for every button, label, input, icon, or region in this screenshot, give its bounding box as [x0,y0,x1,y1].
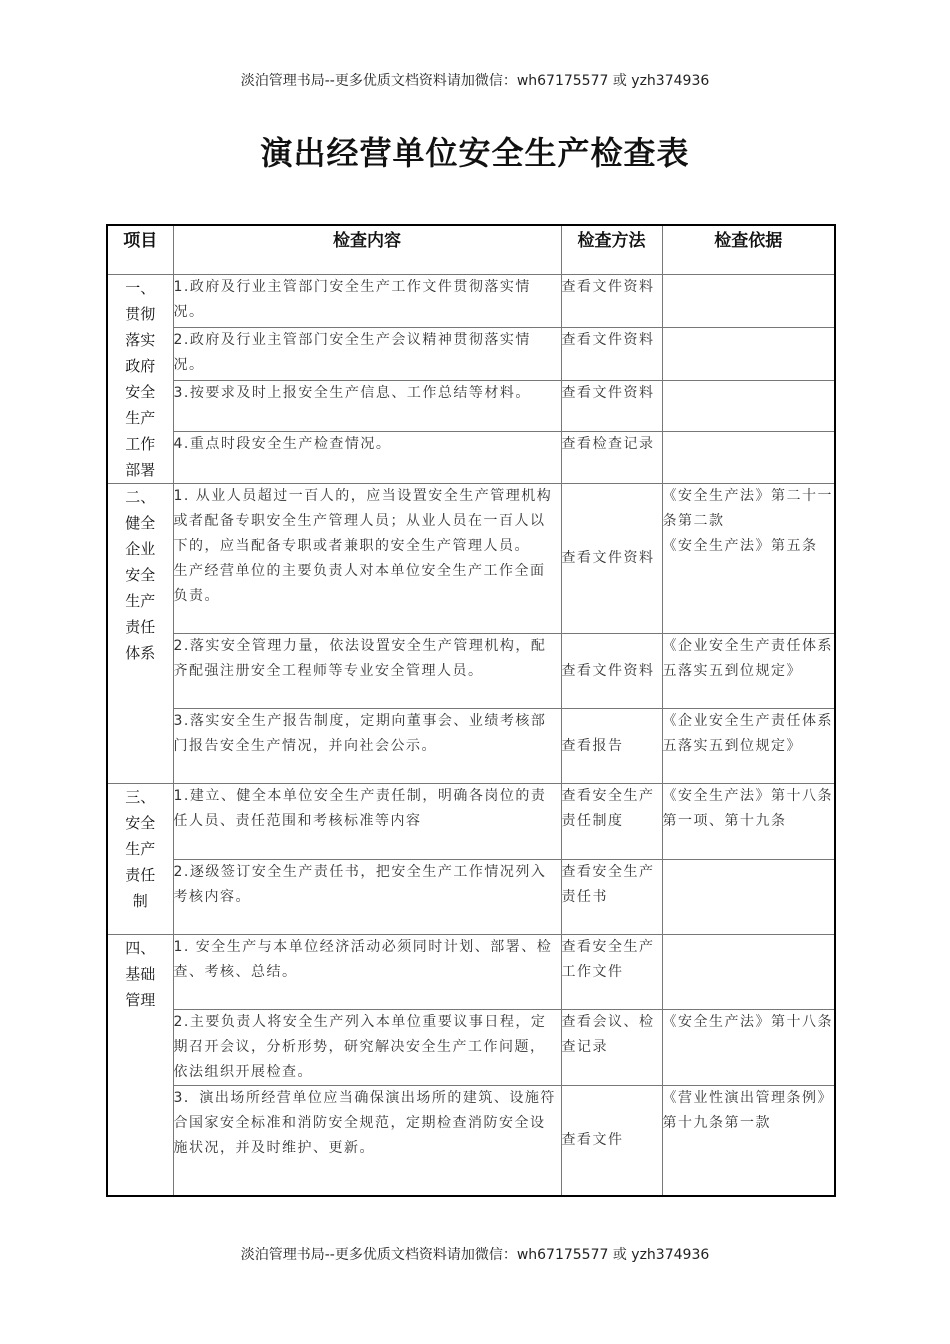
header-method: 检查方法 [561,225,662,275]
table-row [107,634,835,709]
row-method: 查看检查记录 [561,432,662,484]
row-basis: 《安全生产法》第十八条 [662,1010,835,1086]
row-basis [662,275,835,328]
row-content: 4.重点时段安全生产检查情况。 [173,432,561,484]
table-row [107,484,835,634]
row-content: 2.政府及行业主管部门安全生产会议精神贯彻落实情况。 [173,327,561,380]
table-row [107,784,835,860]
section-2-label: 二、 健全 企业 安全 生产 责任 体系 [107,484,173,784]
row-method: 查看报告 [561,709,662,784]
row-method: 查看文件 [561,1086,662,1196]
row-basis [662,432,835,484]
inspection-table [106,224,836,1197]
row-method: 查看会议、检查记录 [561,1010,662,1086]
section-3-label: 三、 安全 生产 责任 制 [107,784,173,935]
row-method: 查看安全生产责任书 [561,860,662,935]
section-1-label: 一、 贯彻 落实 政府 安全 生产 工作 部署 [107,275,173,484]
row-content: 1.建立、健全本单位安全生产责任制，明确各岗位的责任人员、责任范围和考核标准等内容 [173,784,561,860]
footer-banner: 淡泊管理书局--更多优质文档资料请加微信：wh67175577 或 yzh374936 [240,1247,710,1263]
row-basis: 《安全生产法》第二十一条第二款 《安全生产法》第五条 [662,484,835,634]
table-row [107,1086,835,1196]
table-row [107,432,835,484]
row-method: 查看文件资料 [561,275,662,328]
row-method: 查看文件资料 [561,327,662,380]
row-content: 3.按要求及时上报安全生产信息、工作总结等材料。 [173,380,561,432]
table-row [107,327,835,380]
row-content: 2.落实安全管理力量，依法设置安全生产管理机构，配齐配强注册安全工程师等专业安全管理人员。 [173,634,561,709]
row-basis [662,860,835,935]
row-content: 1. 安全生产与本单位经济活动必须同时计划、部署、检查、考核、总结。 [173,935,561,1010]
table-row [107,1010,835,1086]
row-method: 查看文件资料 [561,484,662,634]
header-item: 项目 [107,225,173,275]
row-content: 2.逐级签订安全生产责任书，把安全生产工作情况列入考核内容。 [173,860,561,935]
table-row [107,709,835,784]
row-basis: 《企业安全生产责任体系五落实五到位规定》 [662,634,835,709]
document-title: 演出经营单位安全生产检查表 [260,134,690,172]
row-content: 1. 从业人员超过一百人的，应当设置安全生产管理机构或者配备专职安全生产管理人员；从业人员在一百人以下的，应当配备专职或者兼职的安全生产管理人员。 生产经营单位的主要负责人对本单位安全生产工作全面负责。 [173,484,561,634]
header-basis: 检查依据 [662,225,835,275]
row-method: 查看文件资料 [561,634,662,709]
row-method: 查看安全生产责任制度 [561,784,662,860]
row-content: 3.落实安全生产报告制度，定期向董事会、业绩考核部门报告安全生产情况，并向社会公示。 [173,709,561,784]
row-content: 3．演出场所经营单位应当确保演出场所的建筑、设施符合国家安全标准和消防安全规范，定期检查消防安全设施状况，并及时维护、更新。 [173,1086,561,1196]
table-row [107,860,835,935]
table-row [107,380,835,432]
table-row [107,935,835,1010]
header-content: 检查内容 [173,225,561,275]
row-basis [662,380,835,432]
table-header-row [107,225,835,275]
row-method: 查看文件资料 [561,380,662,432]
row-basis: 《营业性演出管理条例》第十九条第一款 [662,1086,835,1196]
row-content: 2.主要负责人将安全生产列入本单位重要议事日程，定期召开会议，分析形势，研究解决安全生产工作问题，依法组织开展检查。 [173,1010,561,1086]
row-basis: 《安全生产法》第十八条第一项、第十九条 [662,784,835,860]
row-basis: 《企业安全生产责任体系五落实五到位规定》 [662,709,835,784]
section-4-label: 四、 基础 管理 [107,935,173,1196]
row-basis [662,935,835,1010]
header-banner: 淡泊管理书局--更多优质文档资料请加微信：wh67175577 或 yzh374936 [240,73,710,89]
row-content: 1.政府及行业主管部门安全生产工作文件贯彻落实情况。 [173,275,561,328]
table-row [107,275,835,328]
row-method: 查看安全生产工作文件 [561,935,662,1010]
row-basis [662,327,835,380]
